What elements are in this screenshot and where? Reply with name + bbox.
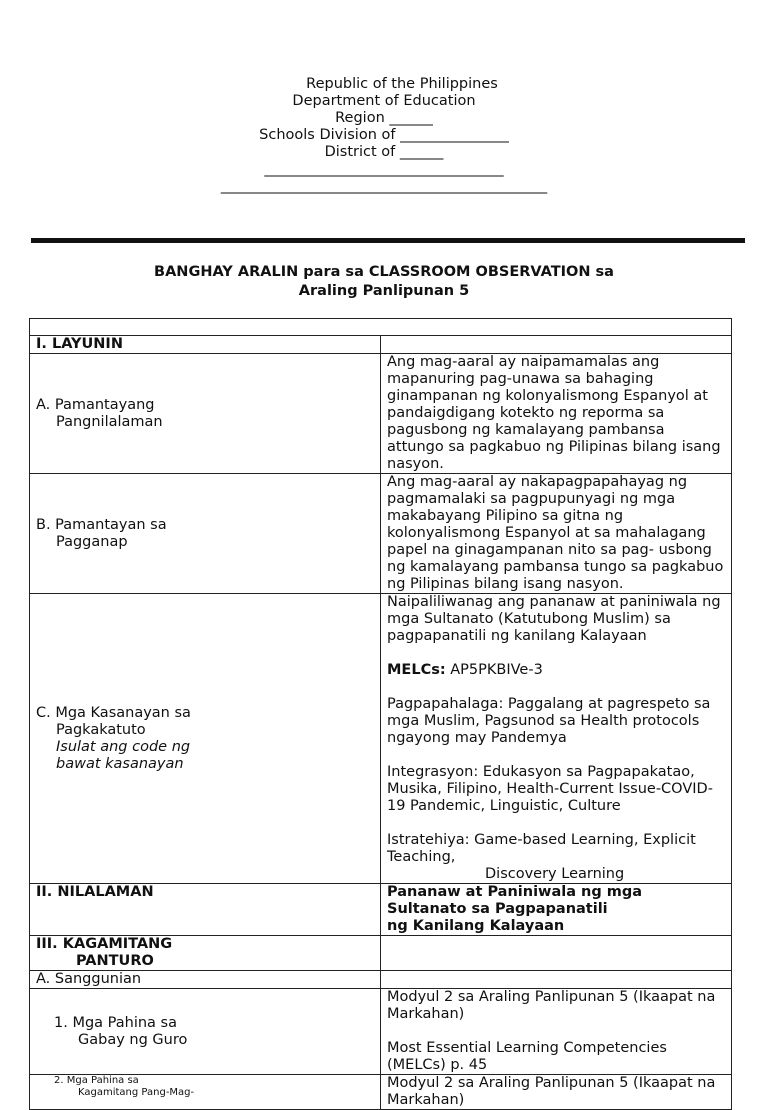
kagamitang-panturo-label	[30, 936, 381, 971]
header-republic: Republic of the Philippines	[306, 76, 498, 92]
title-line-1: BANGHAY ARALIN para sa CLASSROOM OBSERVATION sa	[154, 264, 614, 280]
table-row-empty	[30, 319, 732, 336]
nilalaman-line-2: ng Kanilang Kalayaan	[387, 918, 565, 934]
label-line: A. Pamantayang	[36, 396, 155, 413]
header-district: District of ______	[324, 144, 444, 160]
melcs-line	[387, 662, 725, 679]
kasanayan-objective: Naipaliliwanag ang pananaw at paniniwala ng mga Sultanato (Katutubong Muslim) sa pagpapanatili ng kanilang Kalayaan	[387, 594, 721, 644]
istratehiya-line-2: Discovery Learning	[485, 866, 625, 882]
pagpapahalaga-text: Pagpapahalaga: Paggalang at pagrespeto sa mga Muslim, Pagsunod sa Health protocols ngayong may Pandemya	[387, 696, 711, 746]
melcs-code: AP5PKBIVe-3	[445, 662, 543, 678]
kagamitang-panturo-value	[381, 936, 732, 971]
sanggunian-label: A. Sanggunian	[30, 971, 381, 989]
nilalaman-content	[381, 884, 732, 936]
empty-cell	[30, 319, 732, 336]
label-line: PANTURO	[76, 953, 154, 969]
label-line: Kagamitang Pang-Mag-	[78, 1087, 195, 1098]
pamantayan-sa-pagganap-text: Ang mag-aaral ay nakapagpapahayag ng pagmamalaki sa pagpupunyagi ng mga makabayang Pilipino sa gitna ng kolonyalismong Espanyol at sa mahalagang papel na ginagampanan nito sa pag- usbong ng kamalayang pambansa tungo sa pagkabuo ng Pilipinas bilang isang nasyon.	[381, 474, 732, 594]
label-line: 1. Mga Pahina sa	[54, 1014, 177, 1031]
table-row-sanggunian	[30, 971, 732, 989]
pamantayang-pangnilalaman-label	[30, 354, 381, 474]
nilalaman-label: II. NILALAMAN	[30, 884, 381, 936]
table-row-mga-kasanayan	[30, 594, 732, 884]
gabay-ng-guro-line-1: Modyul 2 sa Araling Panlipunan 5 (Ikaapat na Markahan)	[387, 989, 716, 1022]
label-line: Pagkakatuto	[56, 721, 146, 738]
pamantayang-pangnilalaman-text: Ang mag-aaral ay naipamamalas ang mapanuring pag-unawa sa bahaging ginampanan ng kolonyalismong Espanyol at pandaigdigang kotekto ng reporma sa pagusbong ng kamalayang pambansa attungo sa pagkabuo ng Pilipinas bilang isang nasyon.	[381, 354, 732, 474]
document-header	[0, 76, 768, 195]
header-department: Department of Education	[292, 93, 476, 109]
label-line: C. Mga Kasanayan sa	[36, 704, 191, 721]
header-blank-line-2: _____________________________________________	[220, 178, 548, 194]
layunin-value	[381, 336, 732, 354]
label-line: III. KAGAMITANG	[36, 936, 173, 952]
table-row-kagamitang-panturo	[30, 936, 732, 971]
table-row-nilalaman	[30, 884, 732, 936]
header-division: Schools Division of _______________	[259, 127, 509, 143]
label-line: Isulat ang code ng	[56, 738, 191, 755]
integrasyon-text: Integrasyon: Edukasyon sa Pagpapakatao, Musika, Filipino, Health-Current Issue-COVID-19 Pandemic, Linguistic, Culture	[387, 764, 713, 814]
melcs-label: MELCs:	[387, 662, 446, 678]
table-row-pamantayan-sa-pagganap	[30, 474, 732, 594]
document-title	[0, 263, 768, 301]
table-row-kagamitang-pang-mag-aaral	[30, 1075, 732, 1110]
label-line: Pangnilalaman	[56, 413, 163, 430]
layunin-label: I. LAYUNIN	[30, 336, 381, 354]
nilalaman-line-1: Pananaw at Paniniwala ng mga Sultanato sa Pagpapanatili	[387, 884, 643, 917]
header-blank-line-1: _________________________________	[264, 161, 504, 177]
mga-kasanayan-label	[30, 594, 381, 884]
kagamitang-pang-mag-aaral-text: Modyul 2 sa Araling Panlipunan 5 (Ikaapat na Markahan)	[381, 1075, 732, 1110]
label-line: 2. Mga Pahina sa	[54, 1075, 139, 1086]
title-line-2: Araling Panlipunan 5	[298, 283, 470, 299]
sanggunian-value	[381, 971, 732, 989]
label-line: B. Pamantayan sa	[36, 516, 167, 533]
label-line: Pagganap	[56, 533, 128, 550]
kagamitang-pang-mag-aaral-label	[30, 1075, 381, 1110]
label-line: bawat kasanayan	[56, 755, 184, 772]
pamantayan-sa-pagganap-label	[30, 474, 381, 594]
label-line: Gabay ng Guro	[78, 1031, 188, 1048]
lesson-plan-table	[29, 318, 732, 1110]
mga-kasanayan-content	[381, 594, 732, 884]
gabay-ng-guro-line-2: Most Essential Learning Competencies (MELCs) p. 45	[387, 1040, 667, 1073]
table-row-pamantayang-pangnilalaman	[30, 354, 732, 474]
header-divider	[31, 238, 745, 243]
gabay-ng-guro-content	[381, 989, 732, 1075]
table-row-gabay-ng-guro	[30, 989, 732, 1075]
gabay-ng-guro-label	[30, 989, 381, 1075]
header-region: Region ______	[335, 110, 433, 126]
table-row-layunin	[30, 336, 732, 354]
istratehiya-line-1: Istratehiya: Game-based Learning, Explicit Teaching,	[387, 832, 696, 865]
